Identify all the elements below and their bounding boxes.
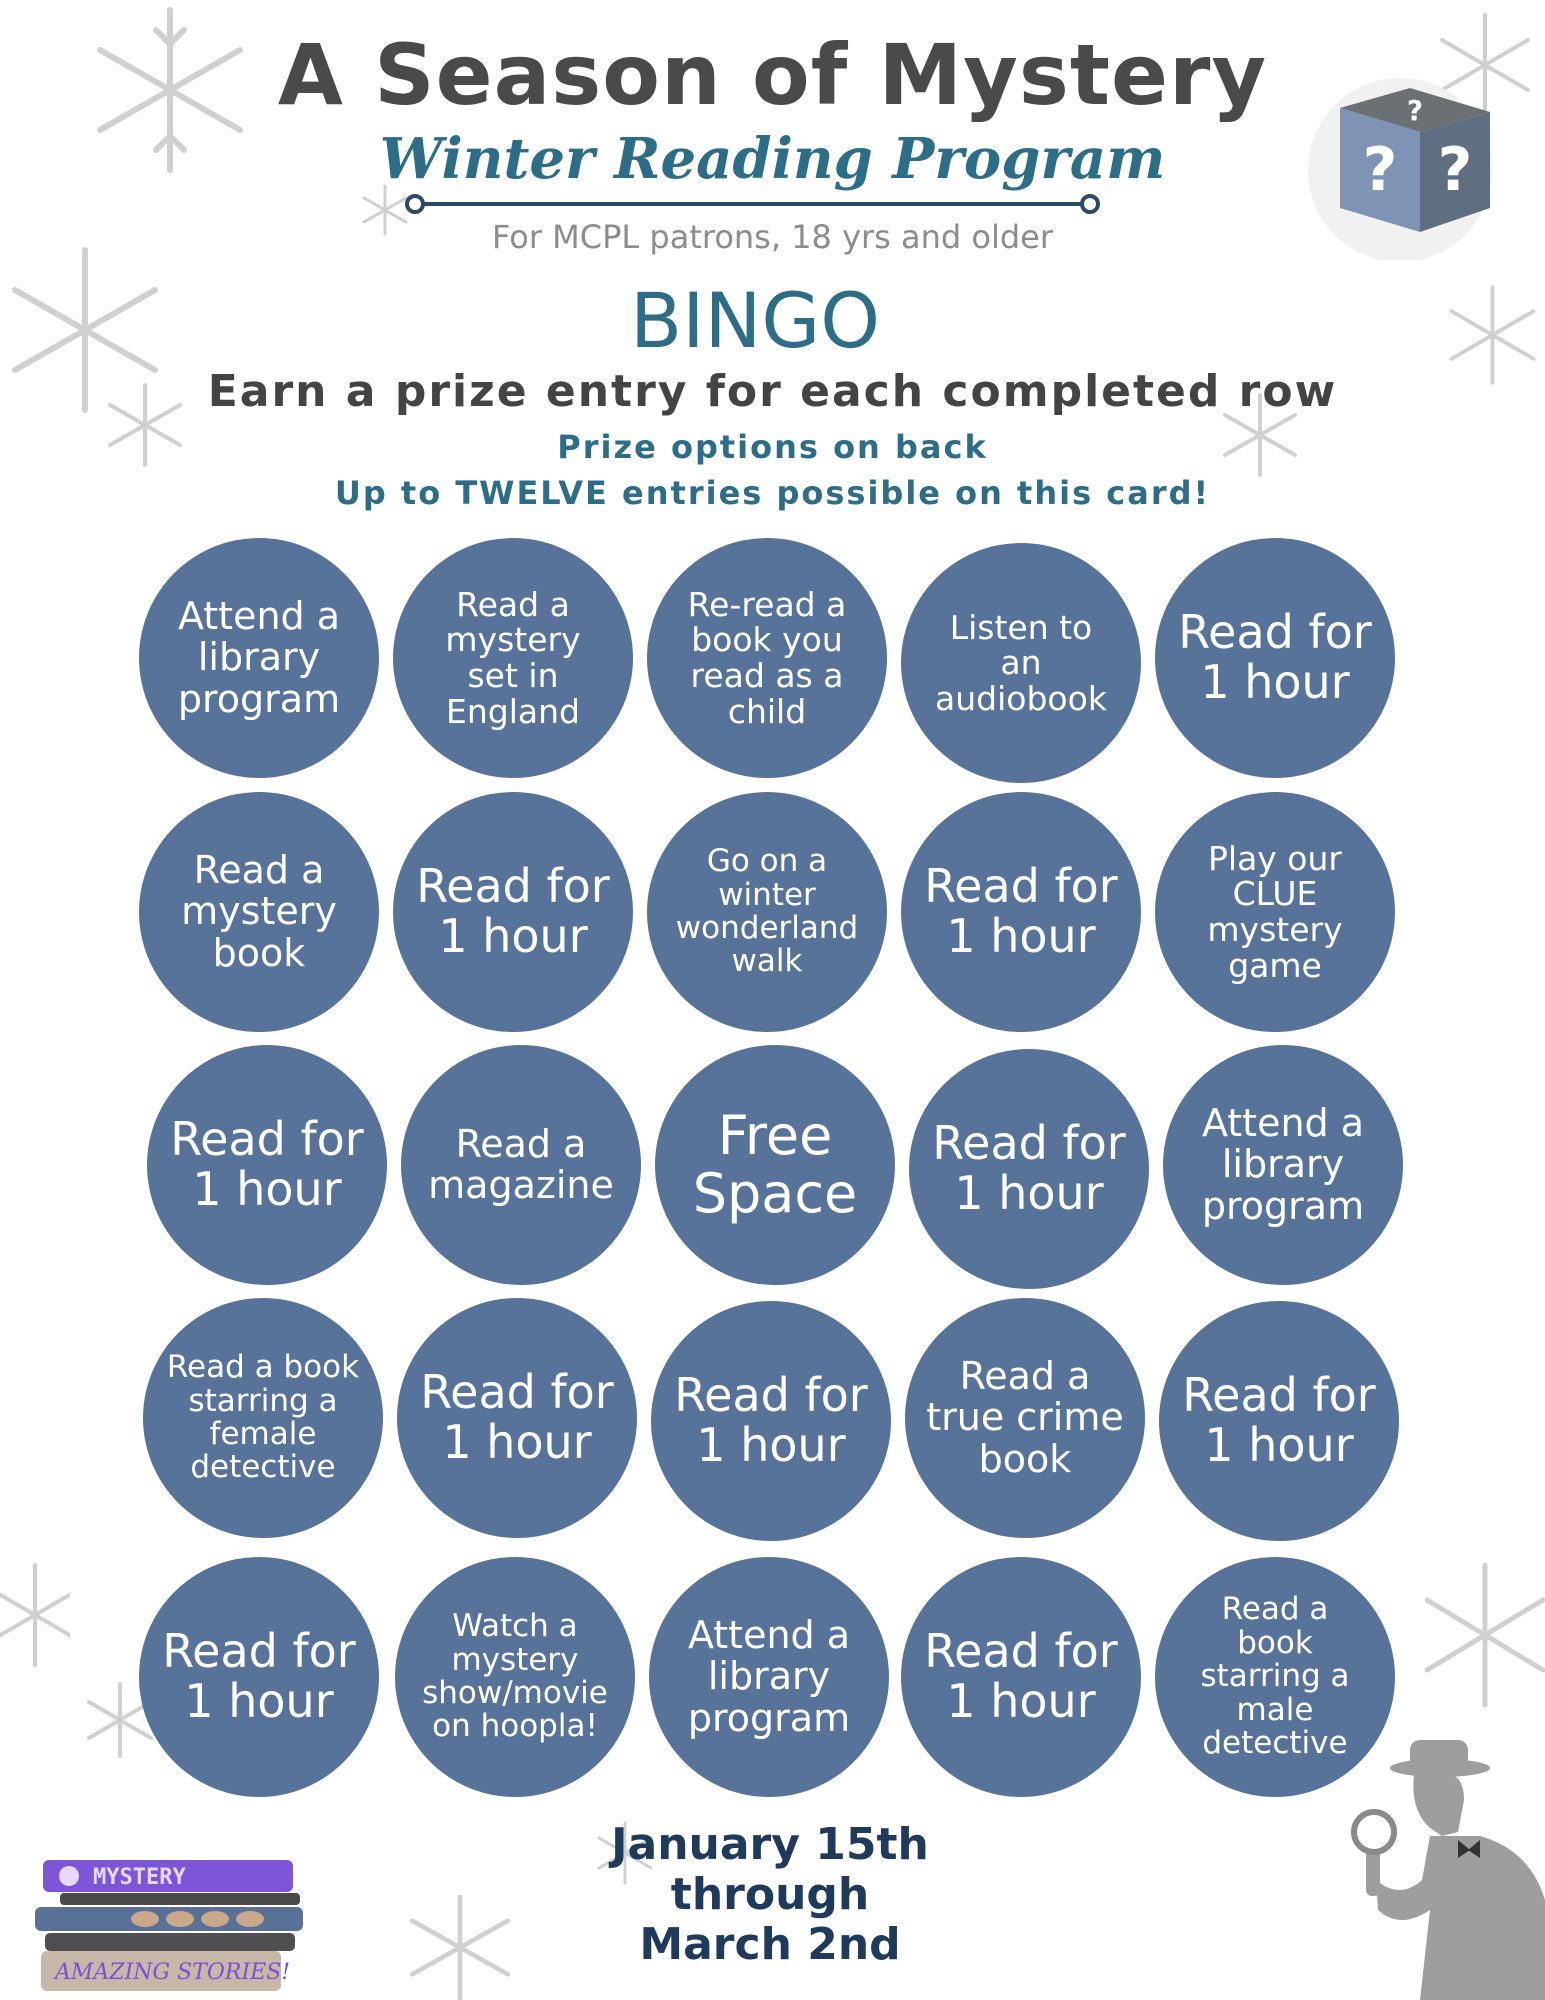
snowflake-icon	[400, 1895, 520, 2000]
bingo-cell[interactable]: Read for 1 hour	[901, 1557, 1141, 1797]
bingo-cell[interactable]: Read a true crime book	[905, 1298, 1145, 1538]
logo-line1: MYSTERY	[93, 1865, 186, 1890]
entries-note: Up to TWELVE entries possible on this card!	[334, 474, 1211, 512]
bingo-cell[interactable]: Play our CLUE mystery game	[1155, 792, 1395, 1032]
prize-note: Prize options on back	[557, 428, 988, 466]
bingo-cell[interactable]: Read a mystery set in England	[393, 538, 633, 778]
bingo-cell[interactable]: Read for 1 hour	[1155, 538, 1395, 778]
underline-dot-right	[1080, 194, 1100, 214]
bingo-cell[interactable]: Read for 1 hour	[909, 1049, 1149, 1289]
bingo-cell[interactable]: Read for 1 hour	[393, 792, 633, 1032]
bingo-cell[interactable]: Attend a library program	[139, 538, 379, 778]
svg-text:?: ?	[1406, 94, 1424, 127]
audience-note: For MCPL patrons, 18 yrs and older	[491, 218, 1054, 256]
bingo-cell[interactable]: Free Space	[655, 1045, 895, 1285]
bingo-cell[interactable]: Read for 1 hour	[139, 1557, 379, 1797]
dates-start: January 15th	[611, 1819, 929, 1870]
bingo-cell[interactable]: Attend a library program	[649, 1557, 889, 1797]
bingo-cell[interactable]: Listen to an audiobook	[901, 543, 1141, 783]
bingo-heading: BINGO	[629, 276, 881, 365]
program-subtitle: Winter Reading Program	[379, 126, 1166, 192]
bingo-cell[interactable]: Read a magazine	[401, 1045, 641, 1285]
bingo-cell[interactable]: Attend a library program	[1163, 1045, 1403, 1285]
logo-line2: AMAZING STORIES!	[55, 1960, 291, 1985]
svg-text:?: ?	[1362, 135, 1398, 205]
books-stack-icon	[35, 1855, 310, 1995]
snowflake-icon	[1425, 1560, 1545, 1710]
bingo-cell[interactable]: Read for 1 hour	[397, 1298, 637, 1538]
bingo-cell[interactable]: Read for 1 hour	[901, 792, 1141, 1032]
program-dates	[560, 1820, 980, 1970]
detective-silhouette-icon	[1330, 1740, 1545, 2000]
dates-through: through	[670, 1869, 870, 1921]
earn-instructions: Earn a prize entry for each completed row	[207, 366, 1338, 417]
bingo-cell[interactable]: Watch a mystery show/movie on hoopla!	[395, 1557, 635, 1797]
bingo-cell[interactable]: Go on a winter wonderland walk	[647, 792, 887, 1032]
snowflake-icon	[0, 1560, 70, 1670]
underline-dot-left	[405, 194, 425, 214]
bingo-cell[interactable]: Read for 1 hour	[147, 1045, 387, 1285]
bingo-cell[interactable]: Read a book starring a female detective	[143, 1298, 383, 1538]
bingo-cell[interactable]: Read a mystery book	[139, 792, 379, 1032]
bingo-cell[interactable]: Read for 1 hour	[651, 1301, 891, 1541]
svg-text:?: ?	[1437, 135, 1473, 205]
page-title: A Season of Mystery	[277, 26, 1268, 124]
subtitle-underline	[413, 202, 1093, 206]
dates-end: March 2nd	[639, 1919, 901, 1971]
bingo-cell[interactable]: Re-read a book you read as a child	[647, 538, 887, 778]
bingo-cell[interactable]: Read for 1 hour	[1159, 1301, 1399, 1541]
bingo-cell[interactable]: Read a book starring a male detective	[1155, 1557, 1395, 1797]
